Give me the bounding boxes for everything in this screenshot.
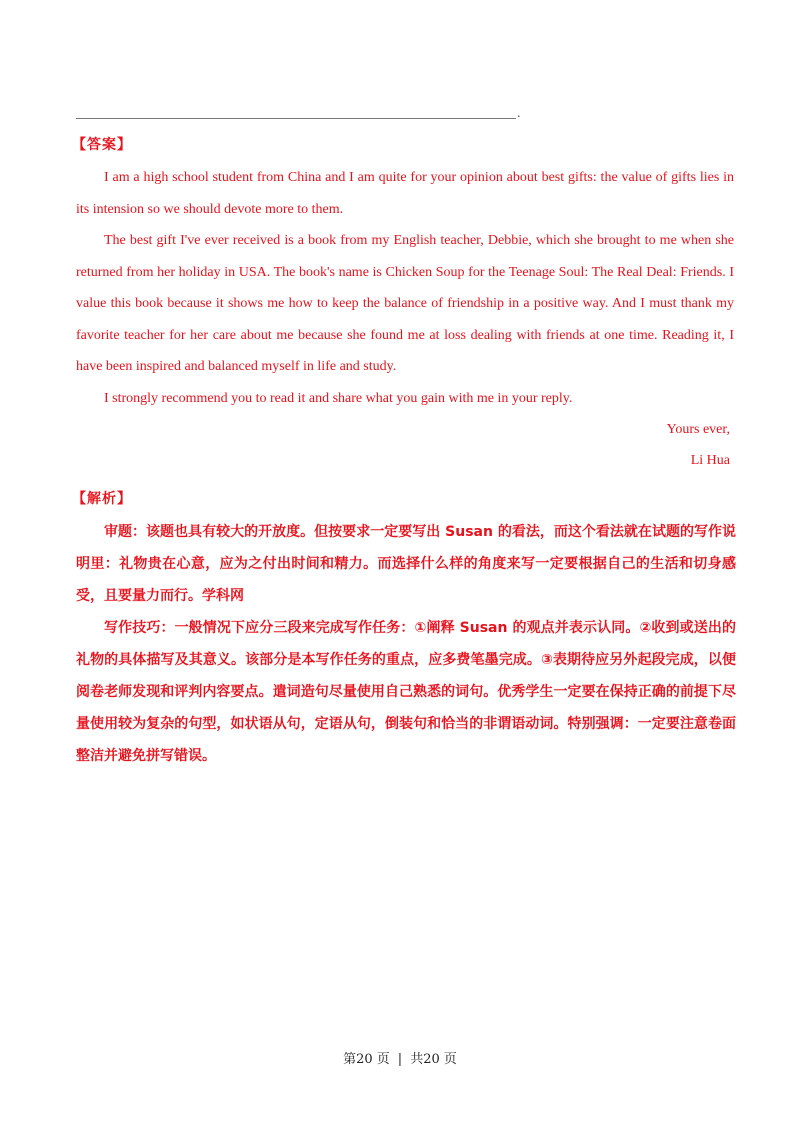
answer-paragraph: I strongly recommend you to read it and share what you gain with me in your reply. (104, 390, 573, 406)
analysis-heading: 【解析】 (72, 491, 132, 507)
letter-signature: Li Hua (690, 453, 730, 468)
answer-essay (76, 162, 734, 414)
letter-closing: Yours ever, (666, 422, 730, 437)
analysis-paragraph: 审题：该题也具有较大的开放度。但按要求一定要写出 Susan 的看法，而这个看法就在试题的写作说明里：礼物贵在心意，应为之付出时间和精力。而选择什么样的角度来写一定要根据自己的生活和切身感受，且要量力而行。学科网 (76, 524, 736, 604)
answer-blank-line (76, 118, 516, 119)
footer-separator: | (397, 1052, 403, 1067)
answer-paragraph: The best gift I've ever received is a book from my English teacher, Debbie, which she brought to me when she returned from her holiday in USA. The book's name is Chicken Soup for the Teenage Soul: The Real Deal: Friends. I value this book because it shows me how to keep the balance of friendship in a positive way. And I must thank my favorite teacher for her care about me because she found me at loss dealing with friends at one time. Reading it, I have been inspired and balanced myself in life and study. (76, 233, 734, 374)
page-number-total: 共20 页 (410, 1052, 457, 1067)
answer-line-end: . (517, 106, 521, 121)
answer-paragraph: I am a high school student from China and I am quite for your opinion about best gifts: the value of gifts lies in its intension so we should devote more to them. (76, 170, 734, 217)
analysis-paragraph: 写作技巧：一般情况下应分三段来完成写作任务：①阐释 Susan 的观点并表示认同。②收到或送出的礼物的具体描写及其意义。该部分是本写作任务的重点，应多费笔墨完成。③表期待应另外起段完成，以便阅卷老师发现和评判内容要点。遣词造句尽量使用自己熟悉的词句。优秀学生一定要在保持正确的前提下尽量使用较为复杂的句型，如状语从句，定语从句，倒装句和恰当的非谓语动词。特别强调：一定要注意卷面整洁并避免拼写错误。 (76, 620, 736, 764)
page-footer (0, 1048, 800, 1067)
analysis-text (76, 516, 736, 772)
page-number-current: 第20 页 (343, 1052, 390, 1067)
answer-heading: 【答案】 (72, 137, 132, 153)
